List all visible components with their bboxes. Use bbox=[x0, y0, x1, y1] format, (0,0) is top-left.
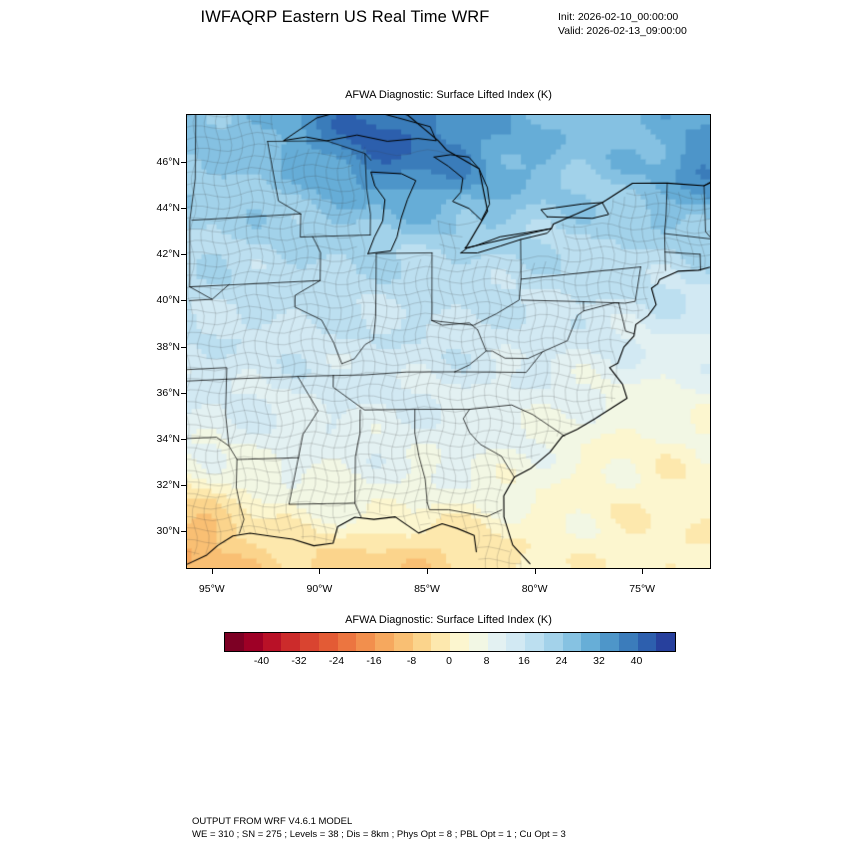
y-tick-label: 46°N bbox=[156, 155, 180, 168]
y-tick bbox=[181, 531, 186, 532]
y-tick-label: 44°N bbox=[156, 202, 180, 215]
colorbar-swatch bbox=[300, 633, 319, 651]
colorbar-swatch bbox=[281, 633, 300, 651]
colorbar-swatch bbox=[488, 633, 507, 651]
colorbar-tick-label: 24 bbox=[555, 655, 568, 667]
y-axis-labels bbox=[116, 114, 180, 569]
init-time-label: Init: 2026-02-10_00:00:00 bbox=[558, 11, 679, 23]
x-tick-label: 85°W bbox=[414, 583, 440, 595]
valid-time-label: Valid: 2026-02-13_09:00:00 bbox=[558, 25, 687, 37]
y-tick bbox=[181, 162, 186, 163]
colorbar-swatch bbox=[244, 633, 263, 651]
colorbar-tick-labels bbox=[224, 655, 676, 673]
y-tick bbox=[181, 300, 186, 301]
x-tick bbox=[212, 569, 213, 574]
x-tick bbox=[319, 569, 320, 574]
y-tick-label: 34°N bbox=[156, 433, 180, 445]
colorbar-tick-label: -32 bbox=[291, 655, 307, 667]
colorbar-tick-label: -40 bbox=[253, 655, 270, 667]
page-title: IWFAQRP Eastern US Real Time WRF bbox=[200, 8, 490, 26]
y-tick bbox=[181, 393, 186, 394]
colorbar-title: AFWA Diagnostic: Surface Lifted Index (K) bbox=[345, 614, 552, 626]
y-tick-label: 30°N bbox=[156, 525, 180, 538]
y-tick bbox=[181, 254, 186, 255]
map-plot bbox=[186, 114, 711, 569]
y-tick-label: 42°N bbox=[156, 248, 180, 261]
colorbar-swatch bbox=[469, 633, 488, 651]
colorbar-swatch bbox=[319, 633, 338, 651]
colorbar bbox=[224, 632, 676, 652]
colorbar-tick-label: 8 bbox=[483, 655, 490, 667]
colorbar-swatch bbox=[413, 633, 432, 651]
y-tick bbox=[181, 208, 186, 209]
x-tick bbox=[427, 569, 428, 574]
x-tick-label: 75°W bbox=[629, 583, 656, 595]
x-tick-label: 95°W bbox=[198, 583, 225, 595]
colorbar-swatch bbox=[375, 633, 394, 651]
footer-line-2: WE = 310 ; SN = 275 ; Levels = 38 ; Dis = 8km ; Phys Opt = 8 ; PBL Opt = 1 ; Cu Opt = 3 bbox=[192, 828, 566, 840]
colorbar-swatch bbox=[581, 633, 600, 651]
x-tick bbox=[535, 569, 536, 574]
y-tick bbox=[181, 485, 186, 486]
y-tick-label: 36°N bbox=[156, 386, 180, 399]
y-tick-label: 38°N bbox=[156, 340, 180, 353]
colorbar-swatch bbox=[619, 633, 638, 651]
y-tick-label: 40°N bbox=[156, 294, 180, 307]
colorbar-tick-label: -16 bbox=[366, 655, 382, 667]
colorbar-swatch bbox=[338, 633, 357, 651]
colorbar-tick-label: 40 bbox=[630, 655, 643, 667]
colorbar-swatch bbox=[600, 633, 619, 651]
colorbar-swatch bbox=[225, 633, 244, 651]
colorbar-tick-label: -8 bbox=[406, 655, 417, 667]
x-tick bbox=[642, 569, 643, 574]
colorbar-swatch bbox=[431, 633, 450, 651]
y-tick bbox=[181, 347, 186, 348]
colorbar-tick-label: 16 bbox=[518, 655, 530, 667]
y-tick bbox=[181, 439, 186, 440]
colorbar-swatch bbox=[563, 633, 582, 651]
colorbar-swatch bbox=[356, 633, 375, 651]
footer-line-1: OUTPUT FROM WRF V4.6.1 MODEL bbox=[192, 816, 353, 827]
x-tick-label: 80°W bbox=[521, 583, 548, 595]
x-tick-label: 90°W bbox=[306, 583, 333, 595]
colorbar-swatch bbox=[450, 633, 469, 651]
x-axis-labels bbox=[186, 583, 711, 601]
colorbar-swatch bbox=[656, 633, 675, 651]
colorbar-swatch bbox=[638, 633, 657, 651]
colorbar-swatch bbox=[394, 633, 413, 651]
colorbar-tick-label: 32 bbox=[593, 655, 605, 667]
y-tick-label: 32°N bbox=[156, 479, 180, 492]
colorbar-swatch bbox=[506, 633, 525, 651]
colorbar-swatch bbox=[525, 633, 544, 651]
colorbar-swatch bbox=[544, 633, 563, 651]
colorbar-tick-label: 0 bbox=[446, 655, 452, 667]
x-axis-ticks bbox=[186, 569, 711, 575]
colorbar-swatch bbox=[263, 633, 282, 651]
plot-title: AFWA Diagnostic: Surface Lifted Index (K) bbox=[345, 89, 552, 101]
model-footer bbox=[192, 816, 566, 841]
colorbar-tick-label: -24 bbox=[328, 655, 345, 667]
map-canvas bbox=[187, 115, 710, 568]
